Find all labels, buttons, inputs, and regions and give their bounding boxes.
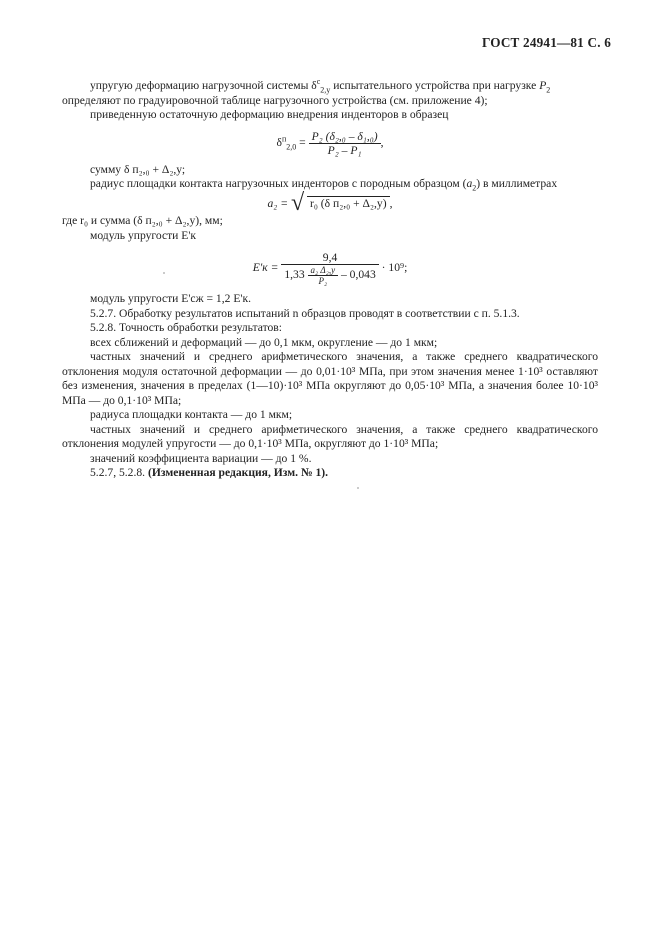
text-line [62, 177, 598, 192]
document-body [62, 79, 598, 481]
fraction [309, 130, 381, 157]
text-fragment: радиус площадки контакта нагрузочных инденторов с породным образцом ( [90, 177, 467, 190]
den-coefficient: 1,33 [284, 268, 305, 282]
fraction-numerator: P₂ (δ₂,₀ – δ₁,₀) [309, 130, 381, 144]
paragraph-5-2-7: 5.2.7. Обработку результатов испытаний n образцов проводят в соответствии с п. 5.1.3. [90, 306, 520, 320]
text-line: всех сближений и деформаций — до 0,1 мкм, округление — до 1 мкм; [90, 335, 438, 349]
text-line: модуль упругости E'сж = 1,2 E'к. [90, 292, 252, 305]
text-fragment: испытательного устройства при нагрузке [330, 79, 540, 92]
subscript: 2 [546, 85, 551, 95]
radical-sign: √ [290, 189, 305, 216]
den-constant: – 0,043 [340, 268, 376, 282]
fraction-numerator: 9,4 [281, 251, 378, 265]
formula-3 [62, 251, 598, 286]
subscript: 2,у [320, 85, 331, 95]
fraction-denominator: P₂ – P₁ [327, 143, 362, 157]
text-paragraph: частных значений и среднего арифметического значения, а также среднего квадратического отклонения модулей упругости — до 0,1·10³ МПа, округляют до 1·10³ МПа; [62, 422, 598, 450]
text-line: приведенную остаточную деформацию внедрения инденторов в образец [90, 108, 449, 121]
text-line: модуль упругости E'к [90, 228, 197, 242]
square-root [290, 189, 390, 216]
formula-2 [62, 189, 598, 216]
formula-tail: · 10⁹; [381, 261, 408, 275]
text-fragment: 5.2.7, 5.2.8. [90, 466, 148, 479]
symbol: a [466, 177, 473, 190]
subscript: 2 [472, 183, 477, 193]
text-paragraph: частных значений и среднего арифметического значения, а также среднего квадратического отклонения модуля остаточной деформации — до 0,01·10³ МПа, при этом значения менее 1·10³ оставляют без изменения, значения в пределах (1—10)·10³ МПа округляют до 0,05·10³ МПа, а значения более 10·10³ МПа — до 0,1·10³ МПа; [62, 350, 598, 407]
text-line: сумму δ п₂,₀ + Δ₂,у; [90, 162, 186, 176]
formula-1: $\delta^п_{2,0}$ = $\frac{\text{P₂ (δ₂,₀ – δ₁,₀)}}{\text{P₂ – P₁}}$ , [276, 129, 384, 157]
fraction-denominator [281, 265, 378, 286]
inner-numerator: a₂ Δ₂,у [308, 265, 339, 276]
punctuation: , [389, 196, 393, 210]
fraction [281, 251, 378, 286]
inner-fraction [308, 265, 339, 286]
scan-speck [163, 272, 165, 274]
inner-denominator: P₂ [318, 276, 328, 286]
scan-speck [357, 487, 359, 489]
paragraph-5-2-8: 5.2.8. Точность обработки результатов: [90, 321, 282, 334]
formula-lhs: a₂ = [267, 196, 289, 210]
text-line: определяют по градуировочной таблице нагрузочного устройства (см. приложение 4); [62, 93, 488, 107]
radicand: r₀ (δ п₂,₀ + Δ₂,у) [307, 196, 390, 211]
text-fragment: упругую деформацию нагрузочной системы δ [90, 79, 317, 92]
page-header: ГОСТ 24941—81 С. 6 [481, 35, 611, 50]
punctuation: , [380, 135, 384, 149]
amendment-note [62, 466, 598, 481]
superscript: с [316, 77, 321, 87]
amendment-label: (Измененная редакция, Изм. № 1). [147, 466, 329, 479]
text-line: радиуса площадки контакта — до 1 мкм; [90, 408, 293, 421]
superscript: п [281, 133, 287, 143]
formula-symbol: δ [276, 135, 282, 149]
subscript: 2,0 [286, 141, 297, 151]
text-line: где r₀ и сумма (δ п₂,₀ + Δ₂,у), мм; [62, 214, 223, 227]
text-line: значений коэффициента вариации — до 1 %. [90, 451, 312, 465]
text-fragment: ) в миллиметрах [476, 177, 558, 190]
formula-lhs: E'к = [252, 261, 279, 275]
symbol: P [539, 79, 547, 92]
text-line [62, 79, 598, 94]
